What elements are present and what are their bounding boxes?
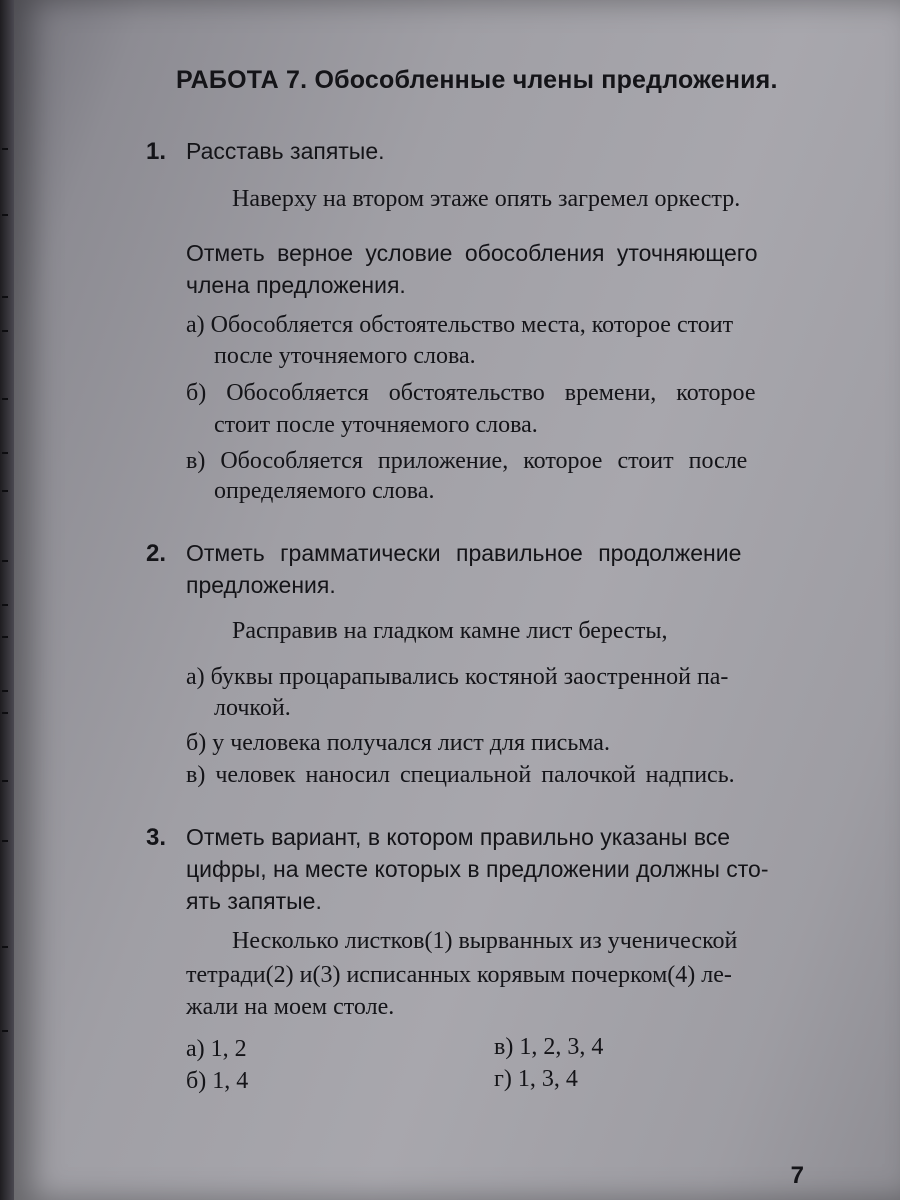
option-b-cont: стоит после уточняемого слова. [214,412,538,438]
option-v: в) человек наносил специальной палочкой надпись. [186,762,735,788]
option-b: б) Обособляется обстоятельство времени, которое [186,380,756,406]
question-number: 1. [146,138,167,165]
question-text: Отметь грамматически правильное продолжение [186,540,742,566]
question-text: Отметь вариант, в котором правильно указаны все [186,824,731,850]
task-text: Отметь верное условие обособления уточняющего [186,240,758,266]
option-v: в) 1, 2, 3, 4 [494,1034,604,1060]
option-a: а) буквы процарапывались костяной заостренной па- [186,664,729,690]
example-sentence: Наверху на втором этаже опять загремел оркестр. [232,186,741,212]
page-title: РАБОТА 7. Обособленные члены предложения. [176,66,778,94]
previous-page-marks [0,0,14,1200]
question-text: ять запятые. [186,888,322,914]
task-text: члена предложения. [186,272,406,298]
option-b: б) 1, 4 [186,1068,249,1094]
example-sentence: тетради(2) и(3) исписанных корявым почерком(4) ле- [186,962,732,988]
question-number: 2. [146,540,167,567]
option-a-cont: после уточняемого слова. [214,343,476,369]
option-a: а) 1, 2 [186,1036,247,1062]
question-text: цифры, на месте которых в предложении должны сто- [186,856,769,882]
question-number: 3. [146,824,167,851]
option-v-cont: определяемого слова. [214,478,435,504]
option-a: а) Обособляется обстоятельство места, которое стоит [186,312,734,338]
workbook-page [14,0,900,1200]
option-v: в) Обособляется приложение, которое стоит после [186,448,748,474]
question-text: предложения. [186,572,336,598]
question-instruction: Расставь запятые. [186,138,385,164]
example-sentence: Расправив на гладком камне лист бересты, [232,618,668,644]
example-sentence: жали на моем столе. [186,994,395,1020]
example-sentence: Несколько листков(1) вырванных из ученической [232,928,738,954]
option-g: г) 1, 3, 4 [494,1066,578,1092]
page-number: 7 [790,1162,804,1189]
option-b: б) у человека получался лист для письма. [186,730,610,756]
option-a-cont: лочкой. [214,695,291,721]
